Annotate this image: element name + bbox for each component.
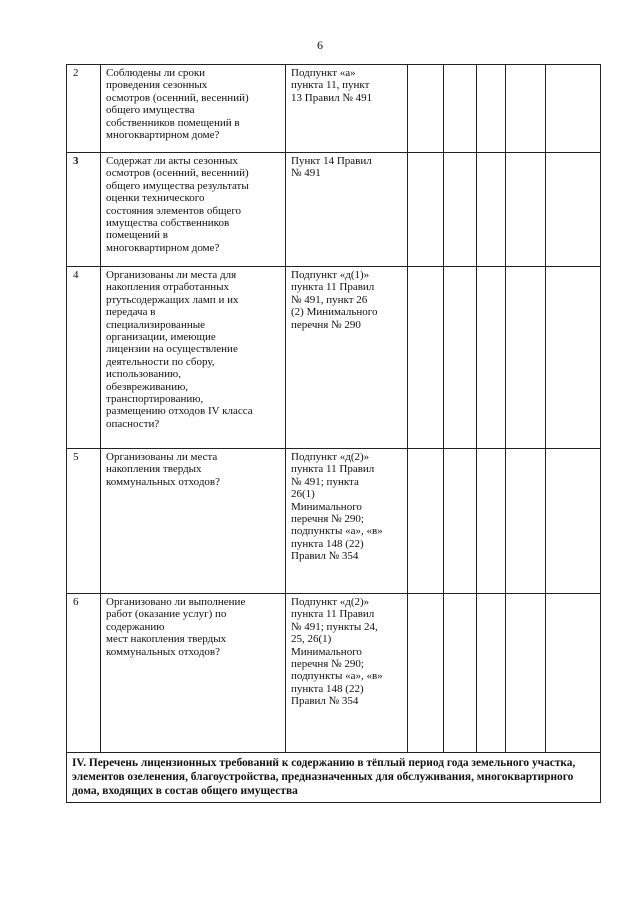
row-number: 6 xyxy=(67,594,101,753)
page-number: 6 xyxy=(317,38,323,52)
comment-cell xyxy=(546,594,601,753)
question-cell: Содержат ли акты сезонных осмотров (осенний, весенний) общего имущества результаты оценки технического состояния элементов общего имущества собственников помещений в многоквартирном доме? xyxy=(101,153,286,267)
answer-na-cell xyxy=(477,153,506,267)
reference-cell: Подпункт «д(2)» пункта 11 Правил № 491; пункты 24, 25, 26(1) Минимального перечня № 290; подпункты «а», «в» пункта 148 (22) Правил № 354 xyxy=(286,594,408,753)
reference-cell: Подпункт «д(2)» пункта 11 Правил № 491; пункта 26(1) Минимального перечня № 290; подпункты «а», «в» пункта 148 (22) Правил № 354 xyxy=(286,449,408,594)
answer-na-cell xyxy=(477,594,506,753)
answer-yes-cell xyxy=(408,153,444,267)
table-row xyxy=(67,267,601,449)
question-cell: Организованы ли места для накопления отработанных ртутьсодержащих ламп и их передача в специализированные организации, имеющие лицензии на осуществление деятельности по сбору, использованию, обезвреживанию, транспортированию, размещению отходов IV класса опасности? xyxy=(101,267,286,449)
note-cell xyxy=(506,267,546,449)
reference-cell: Пункт 14 Правил № 491 xyxy=(286,153,408,267)
reference-cell: Подпункт «а» пункта 11, пункт 13 Правил № 491 xyxy=(286,65,408,153)
answer-no-cell xyxy=(444,267,477,449)
comment-cell xyxy=(546,153,601,267)
answer-no-cell xyxy=(444,449,477,594)
answer-yes-cell xyxy=(408,449,444,594)
note-cell xyxy=(506,449,546,594)
answer-yes-cell xyxy=(408,594,444,753)
comment-cell xyxy=(546,449,601,594)
requirements-table xyxy=(66,64,601,803)
question-cell: Организовано ли выполнение работ (оказание услуг) по содержанию мест накопления твердых коммунальных отходов? xyxy=(101,594,286,753)
table-row xyxy=(67,449,601,594)
answer-yes-cell xyxy=(408,65,444,153)
row-number: 5 xyxy=(67,449,101,594)
note-cell xyxy=(506,153,546,267)
answer-no-cell xyxy=(444,65,477,153)
comment-cell xyxy=(546,267,601,449)
note-cell xyxy=(506,65,546,153)
reference-cell: Подпункт «д(1)» пункта 11 Правил № 491, пункт 26 (2) Минимального перечня № 290 xyxy=(286,267,408,449)
row-number: 4 xyxy=(67,267,101,449)
comment-cell xyxy=(546,65,601,153)
section-heading: IV. Перечень лицензионных требований к содержанию в тёплый период года земельного участка, элементов озеленения, благоустройства, предназначенных для обслуживания, многоквартирного дома, входящих в состав общего имущества xyxy=(67,753,601,803)
note-cell xyxy=(506,594,546,753)
question-cell: Соблюдены ли сроки проведения сезонных осмотров (осенний, весенний) общего имущества собственников помещений в многоквартирном доме? xyxy=(101,65,286,153)
table-row xyxy=(67,153,601,267)
answer-na-cell xyxy=(477,65,506,153)
question-cell: Организованы ли места накопления твердых коммунальных отходов? xyxy=(101,449,286,594)
answer-no-cell xyxy=(444,594,477,753)
answer-na-cell xyxy=(477,449,506,594)
answer-yes-cell xyxy=(408,267,444,449)
table-row xyxy=(67,594,601,753)
table-row xyxy=(67,65,601,153)
answer-na-cell xyxy=(477,267,506,449)
row-number: 2 xyxy=(67,65,101,153)
section-heading-row xyxy=(67,753,601,803)
row-number: 3 xyxy=(67,153,101,267)
answer-no-cell xyxy=(444,153,477,267)
